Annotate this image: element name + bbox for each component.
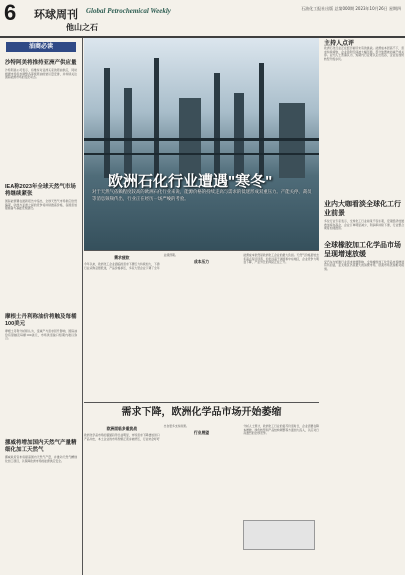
article-paragraph: 分析人士预计，欧洲化工行业的复苏仍需时日，企业需要在降本增效、绿色转型和产品结构调整等方面加大投入，以应对日趋激烈的全球竞争。 — [243, 424, 319, 435]
column-tag: 油商必读 — [6, 42, 76, 52]
page-number: 6 — [4, 0, 17, 25]
column-label: 主持人点评 — [324, 41, 355, 47]
main-article-body — [84, 254, 319, 396]
bottom-headline: 需求下降，欧洲化学品市场开始萎缩 — [84, 402, 319, 423]
left-item — [5, 184, 77, 211]
left-item — [5, 60, 77, 80]
tower — [154, 58, 159, 178]
left-sidebar — [0, 38, 83, 575]
pipeline — [84, 153, 319, 155]
section-name: 他山之石 — [66, 23, 98, 32]
inset-photo — [243, 520, 315, 550]
left-item — [5, 440, 77, 463]
tower — [234, 93, 244, 178]
refinery-illustration — [84, 38, 319, 250]
right-article-title: 业内大咖看淡全球化工行业前景 — [324, 201, 401, 217]
right-article-title: 全球橡胶加工化学品市场呈现增速放缓 — [324, 241, 401, 258]
tower — [124, 88, 132, 178]
tower — [104, 68, 110, 178]
right-column-block — [324, 38, 404, 208]
left-item-body: 摩根士丹利分析师认为，受减产与需求回升影响，国际油价有望触及每桶100美元，市场供需缺口短期内难以弥合。 — [5, 329, 77, 340]
article-subhead: 成本压力 — [193, 259, 210, 264]
article-paragraph: 今年以来，欧洲化工企业面临的需求下滑压力持续加大，下游行业采购意愿低迷，产品价格承压，多家大型企业下调了全年业绩预期。 — [84, 253, 178, 270]
feature-intro: 对于天然气依赖程度较高的欧洲石化行业来说，能源价格的持续走高与需求的低迷形成双重压力。产能关停、裁员等消息频频传出，行业正在经历一场严峻的考验。 — [92, 190, 312, 202]
publication-info: 石油化工报社出版 总第000期 2023年10月26日 星期四 — [301, 6, 401, 11]
right-sidebar — [324, 200, 404, 570]
pipeline — [84, 138, 319, 141]
article-subhead: 行业展望 — [193, 430, 210, 435]
article-subhead: 欧洲面临多重挑战 — [106, 427, 138, 431]
left-item-title: 挪威将增加国内天然气产量精细化加工天然气 — [5, 440, 77, 453]
page-header — [0, 0, 405, 38]
brand-english: Global Petrochemical Weekly — [86, 7, 171, 15]
left-item-body: 沙特阿美公司表示，将维持对亚洲买家的原油供应，同时根据市场需求调整各等级原油的装运量安排，并持续关注国际能源市场的变化动态。 — [5, 68, 77, 79]
article-paragraph: 欧洲化学品市场的萎缩趋势日益明显，市场需求下降叠加进口产品冲击，本土企业的市场份额正逐步被挤压，行业协会呼吁出台更多支持政策。 — [84, 424, 189, 441]
left-item-title: IEA称2023年全球天然气市场将继续紧张 — [5, 184, 76, 197]
tower — [259, 63, 264, 178]
right-article-body: 多位行业专家表示，全球化工行业前景不容乐观，宏观经济放缓叠加库存高企，企业订单明显减少，利润率持续下滑，行业整合或将加速推进。 — [324, 219, 404, 230]
article-subhead: 需求疲软 — [114, 256, 130, 260]
feature-title: 欧洲石化行业遭遇"寒冬" — [108, 173, 273, 190]
left-item-title: 沙特阿美将推持亚洲产供应量 — [5, 60, 77, 66]
left-item-body: 挪威政府宣布将提高国内天然气产量，并推动天然气精细化加工项目，以保障欧洲市场的能源供应安全。 — [5, 455, 77, 463]
left-item-title: 摩根士丹利称油价将触及每桶100美元 — [5, 314, 77, 327]
left-item — [5, 314, 77, 341]
article-paragraph: 能源成本依然是欧洲化工企业的最大负担。天然气价格虽较去年高点有所回落，但仍远高于美国和中东地区，企业竞争力明显下降，产业外迁的风险正在上升。 — [243, 253, 319, 264]
column-body: 欧洲石化行业正在经历前所未有的挑战。能源成本居高不下，需求持续疲软，企业盈利空间被大幅压缩，部分装置被迫减产或关停。业内人士普遍认为，短期内行业难以走出低谷，企业需加快转型升级步伐。 — [324, 46, 404, 61]
left-item-body: 国际能源署在最新报告中指出，全球天然气市场供应依然偏紧，欧洲与亚洲之间的竞争将持续推高价格，各国需加强储备与基础设施建设。 — [5, 199, 77, 210]
feature-photo — [84, 38, 319, 251]
tower — [214, 73, 220, 178]
brand-name: 环球周刊 — [34, 9, 78, 21]
right-article-body: 受汽车与轮胎行业需求放缓影响，全球橡胶加工化学品市场增速有所回落，亚太地区仍是最大的消费市场，欧美市场表现相对疲弱。 — [324, 259, 404, 271]
